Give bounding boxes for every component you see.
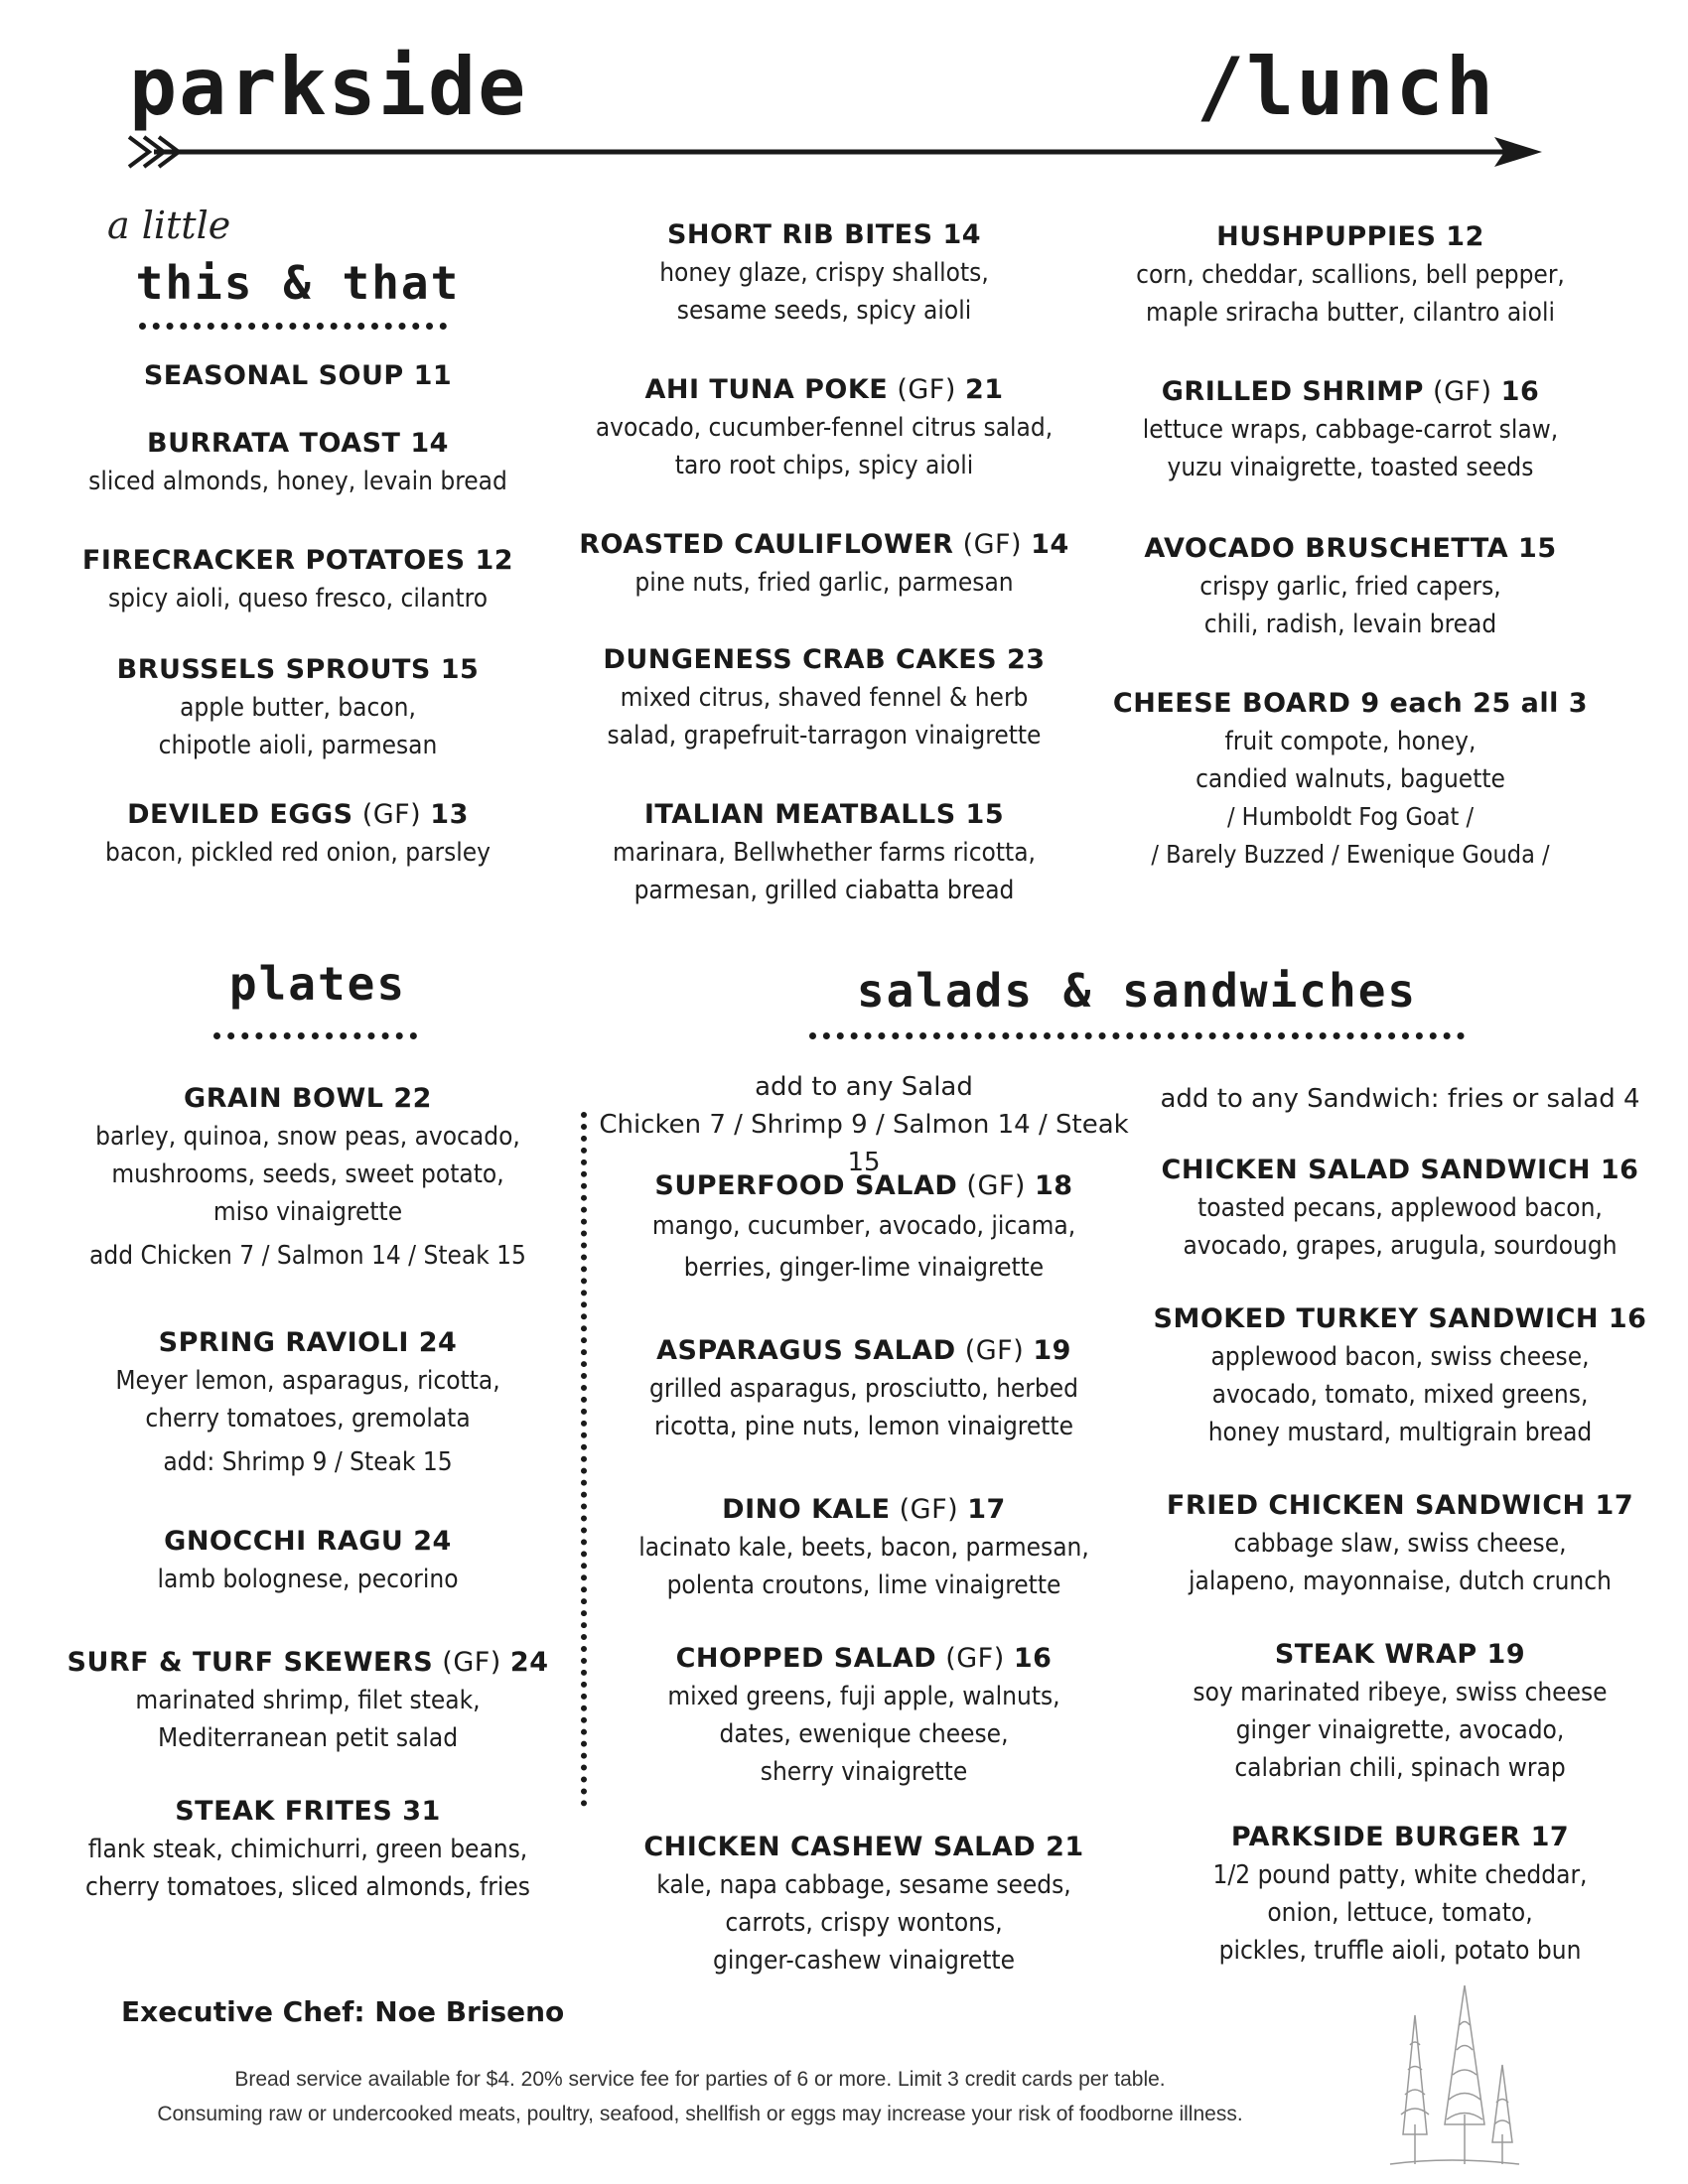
item-description: sliced almonds, honey, levain bread [88,467,507,496]
column-salads [596,0,1132,1985]
footer-note-health: Consuming raw or undercooked meats, poultry, seafood, shellfish or eggs may increase your risk of foodborne illness. [157,2103,1243,2125]
vertical-divider [581,1112,587,1807]
item-description: 1/2 pound patty, white cheddar, onion, lettuce, tomato, pickles, truffle aioli, potato bun [1212,1860,1588,1966]
menu-item [1142,1636,1658,1787]
item-description: flank steak, chimichurri, green beans, cherry tomatoes, sliced almonds, fries [85,1835,530,1902]
item-description: honey glaze, crispy shallots, sesame seeds, spicy aioli [659,258,989,326]
section-title-this-and-that: this & that [135,256,461,310]
item-description: avocado, cucumber-fennel citrus salad, taro root chips, spicy aioli [595,413,1054,480]
item-name: CHICKEN SALAD SANDWICH 16 [1161,1155,1639,1185]
item-name: SMOKED TURKEY SANDWICH 16 [1153,1303,1647,1334]
section-title-salads-and-sandwiches: salads & sandwiches [856,964,1418,1018]
item-description: lettuce wraps, cabbage-carrot slaw, yuzu vinaigrette, toasted seeds [1142,415,1559,482]
menu-item [596,1640,1132,1791]
menu-item [50,1324,566,1481]
item-name: ASPARAGUS SALAD (GF) 19 [656,1335,1071,1366]
menu-item [596,1491,1132,1604]
item-description: pine nuts, fried garlic, parmesan [634,568,1014,598]
executive-chef: Executive Chef: Noe Briseno [121,1995,565,2028]
item-description: corn, cheddar, scallions, bell pepper, maple sriracha butter, cilantro aioli [1136,260,1565,328]
item-name: CHOPPED SALAD (GF) 16 [675,1643,1053,1674]
item-name: SURF & TURF SKEWERS (GF) 24 [67,1647,549,1678]
item-name: STEAK WRAP 19 [1274,1639,1526,1670]
item-description: mixed citrus, shaved fennel & herb salad, grapefruit-tarragon vinaigrette [607,683,1042,751]
item-name: BURRATA TOAST 14 [147,428,449,459]
menu-item [50,1644,566,1757]
item-name: GRILLED SHRIMP (GF) 16 [1161,376,1540,407]
item-description: lacinato kale, beets, bacon, parmesan, polenta croutons, lime vinaigrette [638,1533,1089,1600]
item-description: kale, napa cabbage, sesame seeds, carrots, crispy wontons, ginger-cashew vinaigrette [656,1870,1071,1976]
item-name: DEVILED EGGS (GF) 13 [127,799,469,830]
item-name: DUNGENESS CRAB CAKES 23 [603,644,1046,675]
item-description: mixed greens, fuji apple, walnuts, dates, ewenique cheese, sherry vinaigrette [667,1682,1060,1787]
add-on-note: add: Shrimp 9 / Steak 15 [163,1447,453,1477]
item-name: GNOCCHI RAGU 24 [164,1526,452,1557]
item-description: marinated shrimp, filet steak, Mediterranean petit salad [135,1686,481,1753]
trees-illustration-icon [1375,1976,1524,2174]
cheese-option: / Barely Buzzed / Ewenique Gouda / [1151,840,1550,869]
menu-item [50,1793,566,1906]
item-description: barley, quinoa, snow peas, avocado, mushrooms, seeds, sweet potato, miso vinaigrette [95,1122,520,1227]
item-description: bacon, pickled red onion, parsley [104,838,492,868]
item-name: SEASONAL SOUP 11 [143,360,453,391]
item-description: apple butter, bacon, chipotle aioli, parmesan [158,693,438,760]
menu-item [50,1523,566,1598]
item-description: lamb bolognese, pecorino [157,1565,459,1594]
footer-note-service: Bread service available for $4. 20% service fee for parties of 6 or more. Limit 3 credit cards per table. [234,2068,1166,2091]
item-name: STEAK FRITES 31 [175,1796,441,1827]
item-name: PARKSIDE BURGER 17 [1230,1822,1570,1852]
menu-item [596,1332,1132,1445]
meal-title: /lunch [1196,41,1495,133]
menu-item [596,1829,1132,1979]
item-name: HUSHPUPPIES 12 [1216,221,1484,252]
item-description: crispy garlic, fried capers, chili, radish, levain bread [1199,572,1501,639]
salad-add-on-note: add to any Salad Chicken 7 / Shrimp 9 / Salmon 14 / Steak 15 [599,1072,1129,1177]
sandwich-add-on-note: add to any Sandwich: fries or salad 4 [1160,1084,1640,1114]
item-name: FIRECRACKER POTATOES 12 [81,545,514,576]
item-description: grilled asparagus, prosciutto, herbed ricotta, pine nuts, lemon vinaigrette [648,1374,1079,1441]
brand-title: parkside [129,41,528,133]
section-title-plates: plates [228,957,407,1011]
column-sandwiches [1142,0,1658,1985]
section-kicker: a little [107,204,231,247]
item-name: AVOCADO BRUSCHETTA 15 [1144,533,1557,564]
item-description: spicy aioli, queso fresco, cilantro [107,584,489,614]
item-name: SPRING RAVIOLI 24 [158,1327,458,1358]
menu-item [1142,1152,1658,1265]
item-name: ITALIAN MEATBALLS 15 [643,799,1005,830]
item-name: ROASTED CAULIFLOWER (GF) 14 [579,529,1069,560]
item-description: toasted pecans, applewood bacon, avocado, grapes, arugula, sourdough [1183,1193,1618,1261]
item-description: marinara, Bellwhether farms ricotta, parmesan, grilled ciabatta bread [613,838,1036,905]
item-name: AHI TUNA POKE (GF) 21 [644,374,1004,405]
menu-item [1142,1487,1658,1600]
menu-item [596,1167,1132,1289]
item-description: soy marinated ribeye, swiss cheese ginger vinaigrette, avocado, calabrian chili, spinach wrap [1193,1678,1608,1783]
item-name: SHORT RIB BITES 14 [666,219,982,250]
menu-item [1142,1300,1658,1451]
item-name: CHEESE BOARD 9 each 25 all 3 [1112,688,1589,719]
item-name: CHICKEN CASHEW SALAD 21 [643,1832,1084,1862]
item-description: mango, cucumber, avocado, jicama, berries, ginger-lime vinaigrette [651,1211,1076,1283]
item-name: BRUSSELS SPROUTS 15 [116,654,480,685]
item-name: DINO KALE (GF) 17 [722,1494,1006,1525]
item-description: cabbage slaw, swiss cheese, jalapeno, mayonnaise, dutch crunch [1189,1529,1612,1596]
menu-item [1142,1819,1658,1970]
cheese-option: / Humboldt Fog Goat / [1226,802,1475,831]
item-description: Meyer lemon, asparagus, ricotta, cherry tomatoes, gremolata [115,1366,500,1433]
item-name: SUPERFOOD SALAD (GF) 18 [654,1170,1073,1201]
add-on-note: add Chicken 7 / Salmon 14 / Steak 15 [89,1241,526,1271]
item-name: GRAIN BOWL 22 [184,1083,432,1114]
column-plates [50,0,566,1936]
menu-item [50,1080,566,1275]
item-description: fruit compote, honey, candied walnuts, baguette [1196,727,1505,794]
item-description: applewood bacon, swiss cheese, avocado, tomato, mixed greens, honey mustard, multigrain bread [1207,1342,1593,1447]
item-name: FRIED CHICKEN SANDWICH 17 [1166,1490,1634,1521]
